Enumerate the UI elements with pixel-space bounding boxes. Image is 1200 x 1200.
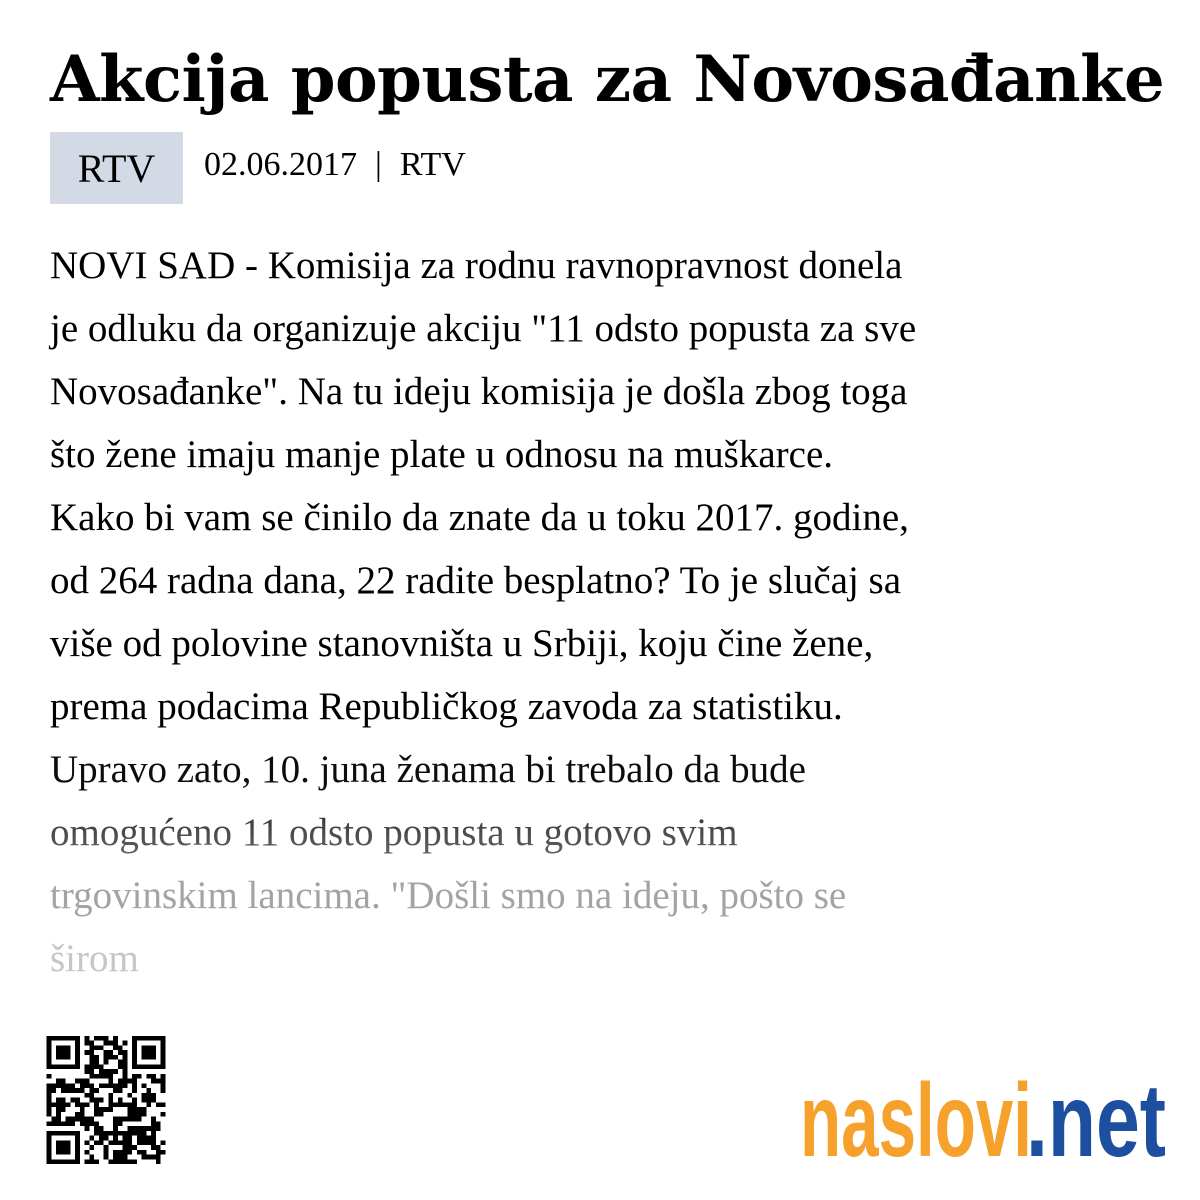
article-line: Kako bi vam se činilo da znate da u toku 2017. godine, (50, 496, 909, 539)
article-line: prema podacima Republičkog zavoda za statistiku. (50, 685, 843, 728)
article-body (50, 234, 1165, 990)
article-line: omogućeno 11 odsto popusta u gotovo svim (50, 801, 1165, 864)
article-line: što žene imaju manje plate u odnosu na muškarce. (50, 433, 834, 476)
article-line: trgovinskim lancima. "Došli smo na ideju, pošto se (50, 874, 847, 917)
source-badge-label: RTV (77, 145, 156, 191)
article-line: Novosađanke". Na tu ideju komisija je došla zbog toga (50, 370, 908, 413)
article-meta (204, 140, 466, 190)
article-line: je odluku da organizuje akciju "11 odsto popusta za sve (50, 307, 917, 350)
article-title: Akcija popusta za Novosađanke (50, 42, 1165, 117)
article-source: RTV (399, 146, 466, 183)
naslovi-net-logo (800, 1060, 1168, 1168)
article-line: više od polovine stanovništa u Srbiji, koju čine žene, (50, 622, 874, 665)
article-date: 02.06.2017 (204, 146, 357, 183)
logo-main-text: naslovi (800, 1063, 1032, 1168)
meta-separator: | (375, 146, 382, 183)
article-line: širom (50, 937, 139, 980)
article-line: Upravo zato, 10. juna ženama bi trebalo da bude (50, 748, 806, 791)
source-badge (50, 132, 183, 204)
article-line: NOVI SAD - Komisija za rodnu ravnopravnost donela (50, 244, 903, 287)
logo-tld-text: .net (1026, 1063, 1166, 1168)
qr-code-icon (46, 1036, 166, 1164)
article-line: od 264 radna dana, 22 radite besplatno? To je slučaj sa (50, 559, 902, 602)
